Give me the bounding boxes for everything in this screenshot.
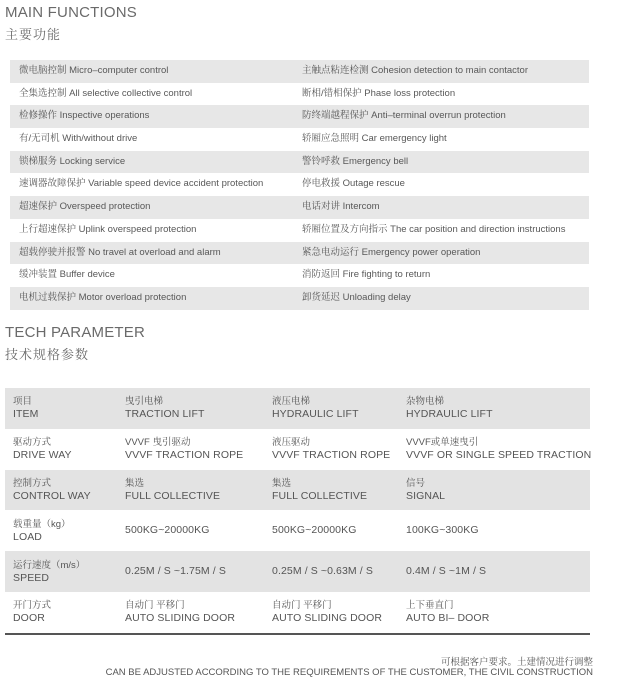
table-cell [13,429,72,470]
table-cell [125,510,210,551]
cell-label-cn: 集选 [272,477,292,489]
function-row [10,105,589,128]
function-item-right: 防终端越程保护 Anti–terminal overrun protection [302,110,506,122]
cell-label-en: VVVF TRACTION ROPE [125,449,244,462]
cell-label-en: HYDRAULIC LIFT [272,408,359,421]
cell-label-cn: VVVF或单速曳引 [406,437,479,449]
cell-label-en: 500KG~20000KG [272,524,357,537]
cell-label-en: AUTO SLIDING DOOR [272,612,383,625]
table-cell [406,388,493,429]
cell-label-en: AUTO SLIDING DOOR [125,612,236,625]
cell-label-en: SIGNAL [406,489,446,502]
cell-label-en: 0.25M / S ~0.63M / S [272,565,373,578]
cell-label-cn: 液压驱动 [272,437,311,449]
main-functions-title-cn: 主要功能 [5,27,62,42]
footer-note-cn: 可根据客户要求。土建情况进行调整 [440,657,593,668]
table-cell [125,470,220,511]
cell-label-en: AUTO BI– DOOR [406,612,490,625]
function-row [10,173,589,196]
function-row [10,128,589,151]
table-cell [125,551,226,592]
function-item-right: 轿厢位置及方向指示 The car position and direction instructions [302,223,566,235]
table-cell [272,470,367,511]
table-row [5,429,590,470]
function-row [10,219,589,242]
function-item-left: 超载停驶并报警 No travel at overload and alarm [19,246,221,258]
cell-label-cn: 集选 [125,477,145,489]
cell-label-en: CONTROL WAY [13,489,91,502]
main-functions-title: MAIN FUNCTIONS [5,4,137,21]
table-cell [272,510,357,551]
function-item-left: 全集选控制 All selective collective control [19,87,193,99]
cell-label-en: HYDRAULIC LIFT [406,408,493,421]
cell-label-en: 100KG~300KG [406,524,479,537]
function-item-right: 断相/错相保护 Phase loss protection [302,87,456,99]
table-cell [272,592,382,633]
cell-label-en: 500KG~20000KG [125,524,210,537]
table-bottom-rule [5,633,590,635]
function-item-right: 轿厢应急照明 Car emergency light [302,133,447,145]
function-item-right: 卸货延迟 Unloading delay [302,291,411,303]
cell-label-cn: 项目 [13,396,33,408]
cell-label-en: SPEED [13,571,50,584]
cell-label-cn: 驱动方式 [13,437,52,449]
function-item-right: 主触点粘连检测 Cohesion detection to main contactor [302,65,528,76]
main-functions-list [10,60,589,310]
function-row [10,196,589,219]
table-cell [13,510,71,551]
cell-label-en: DOOR [13,612,45,625]
function-item-left: 检修操作 Inspective operations [19,110,150,122]
cell-label-cn: 控制方式 [13,477,52,489]
table-row [5,388,590,429]
function-item-right: 消防返回 Fire fighting to return [302,269,431,281]
cell-label-cn: VVVF 曳引驱动 [125,437,191,449]
function-item-left: 微电脑控制 Micro–computer control [19,65,169,76]
table-row [5,592,590,633]
cell-label-cn: 开门方式 [13,600,52,612]
cell-label-en: FULL COLLECTIVE [125,489,221,502]
table-cell [13,470,91,511]
table-row [5,470,590,511]
table-cell [125,592,235,633]
cell-label-cn: 杂物电梯 [406,396,445,408]
function-item-left: 缓冲装置 Buffer device [19,269,115,281]
cell-label-cn: 上下垂直门 [406,600,454,612]
table-cell [13,592,51,633]
function-item-left: 速调器故障保护 Variable speed device accident protection [19,178,264,190]
table-cell [272,429,390,470]
function-row [10,264,589,287]
cell-label-en: VVVF TRACTION ROPE [272,449,391,462]
function-row [10,151,589,174]
function-row [10,287,589,310]
function-item-right: 警铃呼救 Emergency bell [302,155,409,167]
table-cell [272,388,359,429]
table-cell [13,388,38,429]
table-cell [13,551,85,592]
function-item-right: 紧急电动运行 Emergency power operation [302,246,481,258]
tech-parameter-title-cn: 技术规格参数 [5,347,90,362]
tech-parameter-table [5,388,590,633]
cell-label-cn: 运行速度（m/s） [13,559,86,571]
table-cell [125,429,243,470]
cell-label-en: 0.4M / S ~1M / S [406,565,487,578]
function-row [10,83,589,106]
function-item-right: 停电救援 Outage rescue [302,178,405,190]
function-item-left: 超速保护 Overspeed protection [19,201,151,213]
cell-label-cn: 自动门 平移门 [125,600,185,612]
footer-note-en: CAN BE ADJUSTED ACCORDING TO THE REQUIREMENTS OF THE CUSTOMER, THE CIVIL CONSTRUCTION [105,667,593,678]
cell-label-en: VVVF OR SINGLE SPEED TRACTION [406,449,592,462]
table-cell [406,470,445,511]
cell-label-en: 0.25M / S ~1.75M / S [125,565,226,578]
table-cell [406,551,486,592]
cell-label-en: FULL COLLECTIVE [272,489,368,502]
function-row [10,242,589,265]
function-item-right: 电话对讲 Intercom [302,201,380,213]
table-cell [406,592,489,633]
cell-label-cn: 液压电梯 [272,396,311,408]
cell-label-cn: 自动门 平移门 [272,600,332,612]
table-cell [406,510,479,551]
function-row [10,60,589,83]
cell-label-en: TRACTION LIFT [125,408,205,421]
function-item-left: 有/无司机 With/without drive [19,133,138,145]
cell-label-en: DRIVE WAY [13,449,72,462]
function-item-left: 上行超速保护 Uplink overspeed protection [19,223,197,235]
function-item-left: 电机过载保护 Motor overload protection [19,291,187,303]
cell-label-cn: 信号 [406,477,426,489]
cell-label-en: LOAD [13,530,42,543]
cell-label-cn: 曳引电梯 [125,396,164,408]
table-cell [406,429,591,470]
cell-label-en: ITEM [13,408,39,421]
table-cell [272,551,373,592]
table-cell [125,388,204,429]
table-row [5,510,590,551]
cell-label-cn: 载重量（kg） [13,518,71,530]
function-item-left: 锁梯服务 Locking service [19,155,126,167]
tech-parameter-title: TECH PARAMETER [5,324,146,341]
table-row [5,551,590,592]
